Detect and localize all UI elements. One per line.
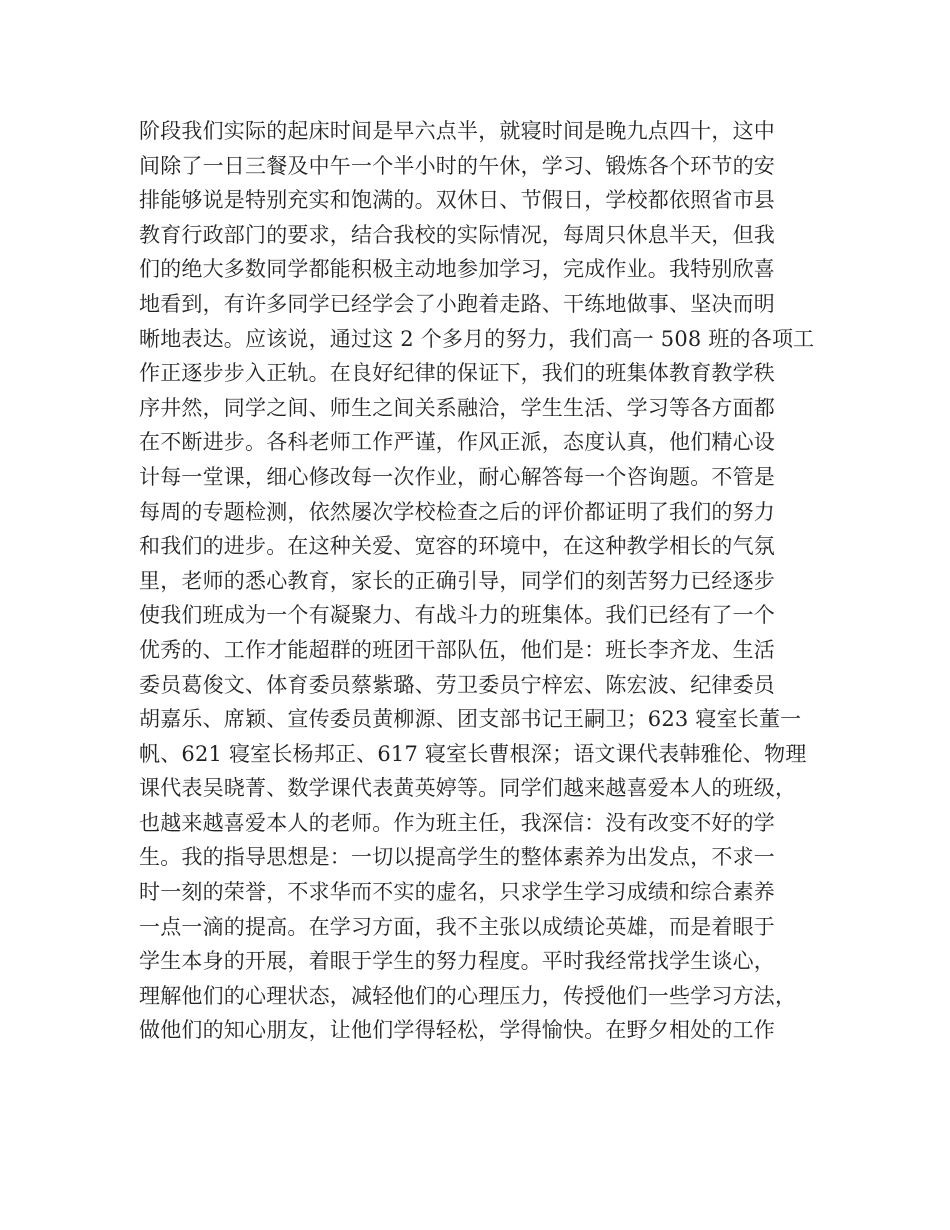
text-line: 理解他们的心理状态，减轻他们的心理压力，传授他们一些学习方法，	[139, 983, 797, 1008]
text-line: 间除了一日三餐及中午一个半小时的午休，学习、锻炼各个环节的安	[139, 153, 775, 178]
body-text	[139, 114, 839, 1048]
text-line: 做他们的知心朋友，让他们学得轻松，学得愉快。在野夕相处的工作	[139, 1018, 775, 1043]
text-line: 学生本身的开展，着眼于学生的努力程度。平时我经常找学生谈心，	[139, 949, 775, 974]
text-line: 帆、621 寝室长杨邦正、617 寝室长曹根深；语文课代表韩雅伦、物理	[139, 741, 807, 766]
text-line: 课代表吴晓菁、数学课代表黄英婷等。同学们越来越喜爱本人的班级，	[139, 776, 797, 801]
text-line: 也越来越喜爱本人的老师。作为班主任，我深信：没有改变不好的学	[139, 810, 775, 835]
text-line: 教育行政部门的要求，结合我校的实际情况，每周只休息半天，但我	[139, 222, 775, 247]
text-line: 委员葛俊文、体育委员蔡紫璐、劳卫委员宁梓宏、陈宏波、纪律委员	[139, 672, 775, 697]
text-line: 和我们的进步。在这种关爱、宽容的环境中，在这种教学相长的气氛	[139, 534, 775, 559]
text-line: 晰地表达。应该说，通过这 2 个多月的努力，我们高一 508 班的各项工	[139, 326, 815, 351]
text-line: 使我们班成为一个有凝聚力、有战斗力的班集体。我们已经有了一个	[139, 603, 775, 628]
text-line: 计每一堂课，细心修改每一次作业，耐心解答每一个咨询题。不管是	[139, 464, 775, 489]
text-line: 排能够说是特别充实和饱满的。双休日、节假日，学校都依照省市县	[139, 188, 775, 213]
text-line: 时一刻的荣誉，不求华而不实的虚名，只求学生学习成绩和综合素养	[139, 880, 775, 905]
text-line: 每周的专题检测，依然屡次学校检查之后的评价都证明了我们的努力	[139, 499, 775, 524]
text-line: 里，老师的悉心教育，家长的正确引导，同学们的刻苦努力已经逐步	[139, 568, 775, 593]
text-line: 胡嘉乐、席颖、宣传委员黄柳源、团支部书记王嗣卫；623 寝室长董一	[139, 707, 802, 732]
text-line: 阶段我们实际的起床时间是早六点半，就寝时间是晚九点四十，这中	[139, 119, 775, 143]
text-line: 一点一滴的提高。在学习方面，我不主张以成绩论英雄，而是着眼于	[139, 914, 775, 939]
text-line: 地看到，有许多同学已经学会了小跑着走路、干练地做事、坚决而明	[139, 291, 775, 316]
text-line: 在不断进步。各科老师工作严谨，作风正派，态度认真，他们精心设	[139, 430, 775, 455]
text-line: 序井然，同学之间、师生之间关系融洽，学生生活、学习等各方面都	[139, 395, 775, 420]
text-line: 优秀的、工作才能超群的班团干部队伍，他们是：班长李齐龙、生活	[139, 637, 775, 662]
text-line: 们的绝大多数同学都能积极主动地参加学习，完成作业。我特别欣喜	[139, 257, 775, 282]
text-line: 生。我的指导思想是：一切以提高学生的整体素养为出发点，不求一	[139, 845, 775, 870]
text-line: 作正逐步步入正轨。在良好纪律的保证下，我们的班集体教育教学秩	[139, 361, 775, 386]
